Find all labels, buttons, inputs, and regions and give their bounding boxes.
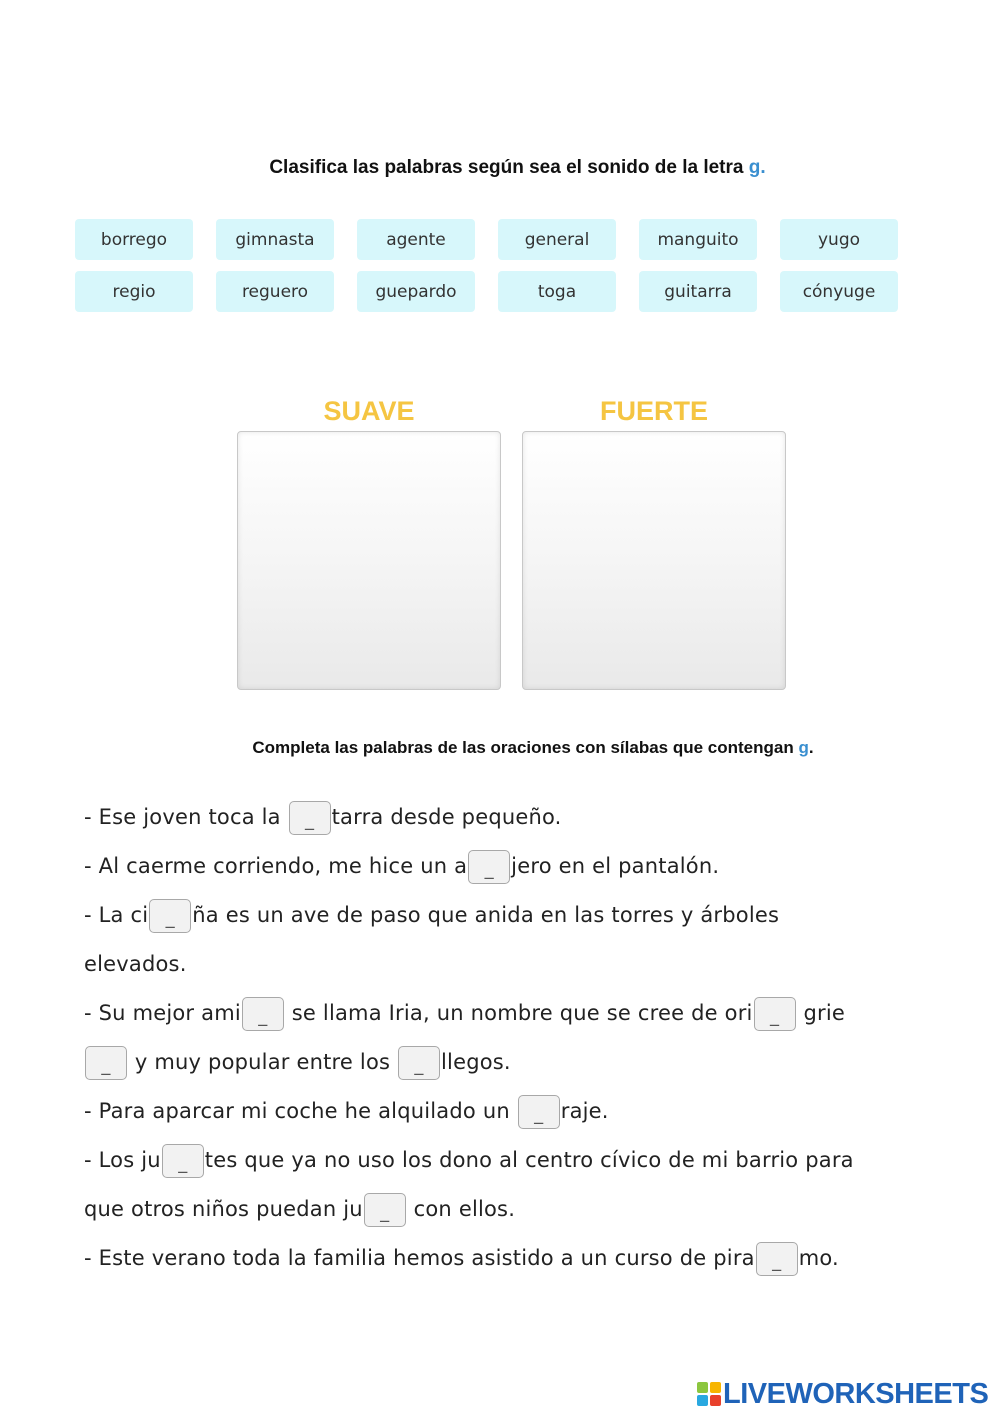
column-label-fuerte: FUERTE [600, 396, 708, 426]
blank-input[interactable]: _ [754, 997, 796, 1031]
sentence-text: - Para aparcar mi coche he alquilado un [84, 1099, 517, 1123]
sentence-text: ña es un ave de paso que anida en las torres y árboles [192, 903, 780, 927]
sentence-text: elevados. [84, 952, 187, 976]
sentence-4-cont [84, 1045, 511, 1079]
blank-input[interactable]: _ [85, 1046, 127, 1080]
word-tile[interactable]: gimnasta [216, 219, 334, 260]
letter-g: g [798, 738, 809, 757]
sentence-text: - Al caerme corriendo, me hice un a [84, 854, 468, 878]
word-tile[interactable]: reguero [216, 271, 334, 312]
word-tile[interactable]: guitarra [639, 271, 757, 312]
drop-zone-fuerte[interactable] [522, 431, 786, 690]
blank-input[interactable]: _ [149, 899, 191, 933]
sentence-6-cont [84, 1192, 515, 1226]
brand-name: LIVEWORKSHEETS [723, 1377, 989, 1410]
classify-instruction [0, 157, 1000, 179]
sentence-text: tarra desde pequeño. [331, 805, 562, 829]
classify-period: . [760, 157, 766, 178]
column-label-suave: SUAVE [323, 396, 415, 426]
word-tile[interactable]: agente [357, 219, 475, 260]
sentence-3-cont [84, 947, 187, 981]
word-tile[interactable]: guepardo [357, 271, 475, 312]
word-tile[interactable]: regio [75, 271, 193, 312]
logo-squares-icon [697, 1382, 721, 1406]
sentence-text: tes que ya no uso los dono al centro cívico de mi barrio para [204, 1148, 854, 1172]
sentence-text: mo. [798, 1246, 839, 1270]
blank-input[interactable]: _ [518, 1095, 560, 1129]
sentence-text: jero en el pantalón. [511, 854, 720, 878]
sentence-text: raje. [560, 1099, 609, 1123]
liveworksheets-logo [697, 1378, 988, 1410]
complete-period: . [808, 738, 814, 757]
sentence-text: - Este verano toda la familia hemos asistido a un curso de pira [84, 1246, 755, 1270]
sentence-1 [84, 800, 562, 834]
sentence-text: - Su mejor ami [84, 1001, 241, 1025]
letter-g: g [748, 157, 761, 178]
classify-instruction-text: Clasifica las palabras según sea el sonido de la letra [269, 157, 744, 178]
sentence-2 [84, 849, 719, 883]
blank-input[interactable]: _ [364, 1193, 406, 1227]
blank-input[interactable]: _ [398, 1046, 440, 1080]
sentence-4 [84, 996, 845, 1030]
sentence-text: con ellos. [406, 1197, 516, 1221]
sentence-text: se llama Iria, un nombre que se cree de ori [284, 1001, 753, 1025]
sentence-5 [84, 1094, 609, 1128]
blank-input[interactable]: _ [162, 1144, 204, 1178]
blank-input[interactable]: _ [468, 850, 510, 884]
blank-input[interactable]: _ [756, 1242, 798, 1276]
blank-input[interactable]: _ [289, 801, 331, 835]
complete-instruction-text: Completa las palabras de las oraciones con sílabas que contengan [252, 738, 794, 757]
sentence-text: - Los ju [84, 1148, 161, 1172]
word-tile[interactable]: yugo [780, 219, 898, 260]
complete-instruction [0, 738, 1000, 758]
blank-input[interactable]: _ [242, 997, 284, 1031]
sentence-text: - La ci [84, 903, 149, 927]
sentence-6 [84, 1143, 854, 1177]
sentence-text: llegos. [441, 1050, 511, 1074]
word-tile[interactable]: cónyuge [780, 271, 898, 312]
drop-zone-suave[interactable] [237, 431, 501, 690]
sentence-text: que otros niños puedan ju [84, 1197, 363, 1221]
sentence-text: - Ese joven toca la [84, 805, 288, 829]
word-tile[interactable]: borrego [75, 219, 193, 260]
word-tile[interactable]: toga [498, 271, 616, 312]
sentence-3 [84, 898, 779, 932]
word-tile[interactable]: general [498, 219, 616, 260]
sentence-7 [84, 1241, 839, 1275]
sentence-text: y muy popular entre los [128, 1050, 398, 1074]
word-tile[interactable]: manguito [639, 219, 757, 260]
sentence-text: grie [796, 1001, 845, 1025]
